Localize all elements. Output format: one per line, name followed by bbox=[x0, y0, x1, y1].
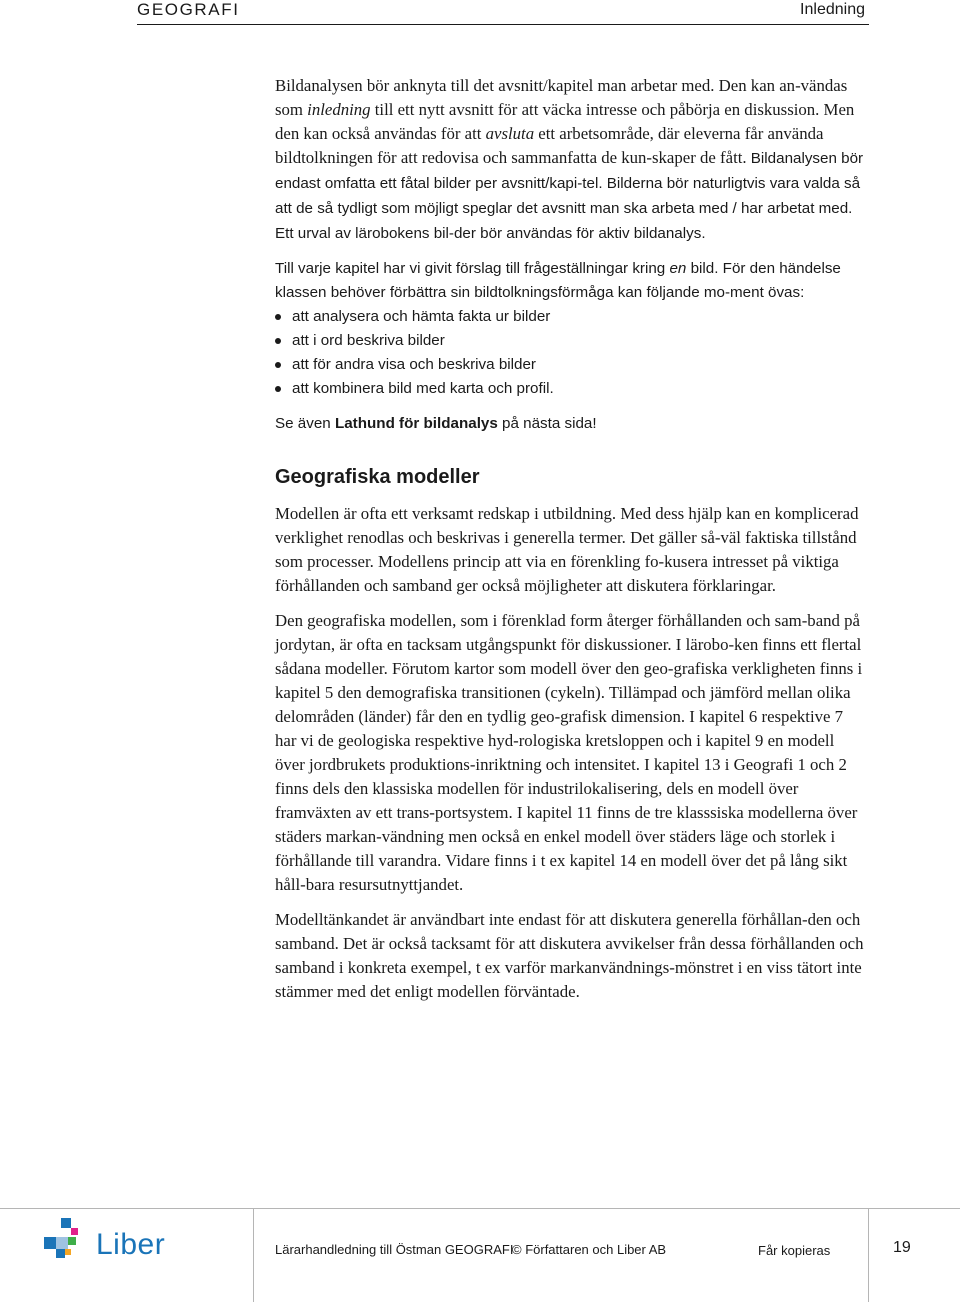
liber-logo-text: Liber bbox=[96, 1228, 166, 1261]
see-also-suffix: på nästa sida! bbox=[497, 415, 597, 432]
see-also-link-text: Lathund för bildanalys bbox=[334, 415, 498, 432]
text-run: ett arbetsområde, där eleverna får använda bildtolkningen för att redovisa och sammanfatta de kun-skaper de fått. bbox=[275, 124, 824, 167]
models-paragraph-1: Modellen är ofta ett verksamt redskap i utbildning. Med dess hjälp kan en komplicerad verklighet renodlas och beskrivas i generella termer. Det gäller så-väl faktiska tillstånd som processer. Modellens princip att via en förenkling fo-kusera intresset på viktiga förhållanden och samband ger också möjligheter att diskutera förklaringar. bbox=[275, 504, 859, 595]
text-run-italic: avsluta bbox=[485, 124, 535, 143]
footer-divider-vertical bbox=[868, 1208, 869, 1302]
intro-paragraph-2 bbox=[275, 257, 867, 305]
footer-divider bbox=[0, 1208, 960, 1209]
header-subject: GEOGRAFI bbox=[137, 0, 240, 19]
page-header bbox=[137, 0, 869, 25]
list-item: att för andra visa och beskriva bilder bbox=[275, 353, 867, 377]
models-paragraph-2: Den geografiska modellen, som i förenklad form återger förhållanden och sam-band på jordytan, är ofta en tacksam utgångspunkt för diskussioner. I lärobo-ken finns ett flertal sådana modeller. Förutom kartor som modell över den geo-grafiska verkligheten finns i kapitel 5 den demografiska transitionen (cykeln). Tillämpad och jämförd mellan olika delområden (länder) får den en tydlig geo-grafisk dimension. I kapitel 6 respektive 7 har vi de geologiska respektive hyd-rologiska kretsloppen och i kapitel 9 en modell över jordbrukets produktions-inriktning och intensitet. I kapitel 13 i Geografi 1 och 2 finns dels den klassiska modellen för industrilokalisering, dels en modell över framväxten av ett trans-portsystem. I kapitel 11 finns de tre klasssiska modellerna över städers markan-vändning men också en enkel modell över städers läge och storlek i förhållande till varandra. Vidare finns i t ex kapitel 14 en modell över det på lång sikt håll-bara resursutnyttjandet. bbox=[275, 611, 863, 894]
text-run: till ett nytt avsnitt för att väcka intresse och påbörja en diskussion. Men den kan också användas för att bbox=[275, 100, 855, 143]
footer-divider-vertical bbox=[253, 1208, 254, 1302]
see-also-prefix: Se även bbox=[275, 415, 335, 432]
text-run-sans: Bildanalysen bör endast omfatta ett fåtal bilder per avsnitt/kapi-tel. Bilderna bör naturligtvis vara valda så att de så tydligt som möjligt speglar det avsnitt man ska arbeta med / har arbetat med. Ett urval av lärobokens bil-der bör användas för aktiv bildanalys. bbox=[275, 150, 864, 242]
footer-title: Lärarhandledning till Östman GEOGRAFI bbox=[275, 1242, 514, 1257]
models-paragraph-3: Modelltänkandet är användbart inte endast för att diskutera generella förhållan-den och samband. Det är också tacksamt för att diskutera avvikelser från dessa förhållanden och samband i konkreta exempel, t ex varför markanvändnings-mönstret i en viss tätort inte stämmer med det enligt modellen förväntade. bbox=[275, 910, 864, 1001]
list-item: att i ord beskriva bilder bbox=[275, 329, 867, 353]
text-run-italic: en bbox=[669, 260, 687, 277]
footer-copyright: © Författaren och Liber AB bbox=[512, 1242, 667, 1257]
text-run: Bildanalysen bör anknyta till det avsnitt/kapitel man arbetar med. Den kan an-vändas som bbox=[275, 76, 848, 119]
main-content bbox=[275, 74, 867, 1015]
section-heading: Geografiska modeller bbox=[275, 466, 480, 488]
footer-permission: Får kopieras bbox=[758, 1243, 831, 1258]
list-item: att analysera och hämta fakta ur bilder bbox=[275, 305, 867, 329]
header-section: Inledning bbox=[800, 1, 865, 18]
intro-paragraph-1 bbox=[275, 74, 867, 246]
text-run: Till varje kapitel har vi givit förslag till frågeställningar kring bbox=[275, 260, 670, 277]
text-run: bild. För den händelse klassen behöver förbättra sin bildtolkningsförmåga kan följande mo-ment övas: bbox=[275, 260, 841, 301]
text-run-italic: inledning bbox=[307, 100, 371, 119]
list-item: att kombinera bild med karta och profil. bbox=[275, 377, 867, 401]
page-number: 19 bbox=[893, 1239, 911, 1256]
exercise-list bbox=[275, 305, 867, 401]
see-also-line bbox=[275, 412, 867, 436]
